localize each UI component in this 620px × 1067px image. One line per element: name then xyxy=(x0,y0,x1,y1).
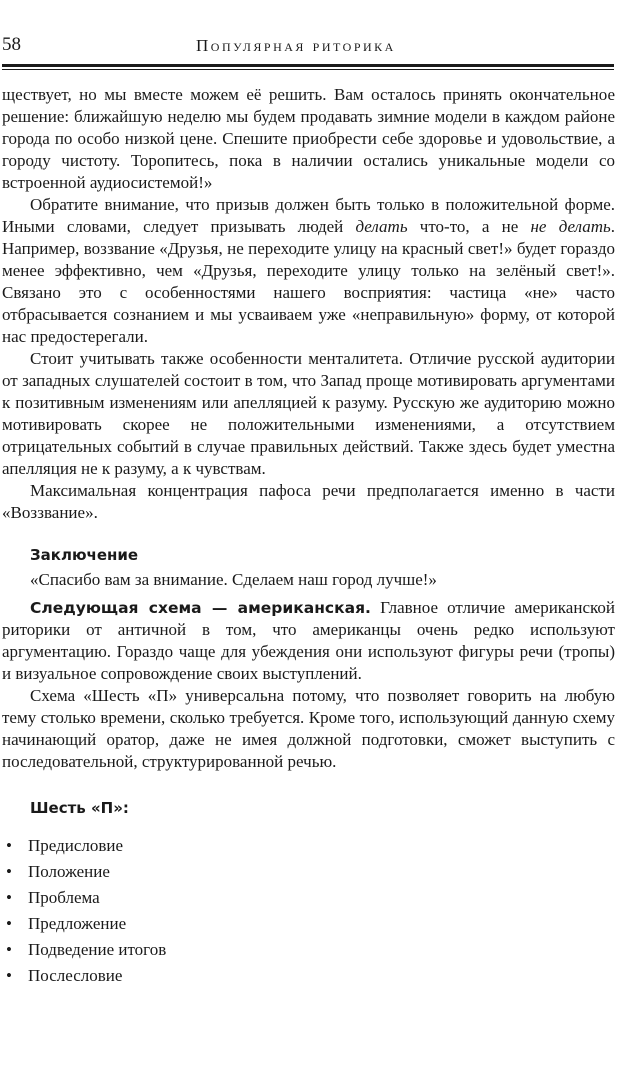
paragraph-six-p-scheme: Схема «Шесть «П» универсальна потому, что позволяет говорить на любую тему столько времени, сколько требуется. Кроме того, использующий данную схему начинающий оратор, даже не имея должной подготовки, сможет выступить с последовательной, структурированной речью. xyxy=(2,686,615,771)
list-item xyxy=(2,963,615,989)
bullet-icon: • xyxy=(6,914,12,933)
text-run: что-то, а не xyxy=(407,217,531,236)
page-number: 58 xyxy=(2,34,21,55)
page-header xyxy=(0,33,620,61)
list-item-label: Предисловие xyxy=(28,836,124,855)
emphasis-do: делать xyxy=(355,217,408,236)
list-item xyxy=(2,885,615,911)
paragraph-conclusion-quote: «Спасибо вам за внимание. Сделаем наш город лучше!» xyxy=(30,570,437,589)
list-item-label: Положение xyxy=(28,862,110,881)
text-run: Главное отличие американской риторики от античной в том, что американцы очень редко используют аргументацию. Гораздо чаще для убеждения они используют фигуры речи (тропы) и визуальное сопровождение своих выступлений. xyxy=(2,598,615,683)
paragraph-mentality: Стоит учитывать также особенности менталитета. Отличие русской аудитории от западных слушателей состоит в том, что Запад проще мотивировать аргументами к позитивным изменениям или апелляцией к разуму. Русскую же аудиторию можно мотивировать скорее не положительными изменениями, а отсутствием отрицательных событий в случае правильных действий. Также здесь будет уместна апелляция не к разуму, а к чувствам. xyxy=(2,349,615,478)
paragraph-pathos: Максимальная концентрация пафоса речи предполагается именно в части «Воззвание». xyxy=(2,481,615,522)
heading-six-p: Шесть «П»: xyxy=(30,799,129,817)
paragraph-american-scheme xyxy=(2,597,615,685)
list-item xyxy=(2,833,615,859)
six-p-list xyxy=(2,833,615,989)
bullet-icon: • xyxy=(6,888,12,907)
bullet-icon: • xyxy=(6,862,12,881)
list-item-label: Предложение xyxy=(28,914,127,933)
text-run: Обратите внимание, что призыв должен быть только в положительной форме. Иными словами, следует призывать людей xyxy=(2,195,615,236)
running-title: Популярная риторика xyxy=(196,36,396,55)
paragraph-positive-form xyxy=(2,194,615,348)
bullet-icon: • xyxy=(6,966,12,985)
list-item xyxy=(2,937,615,963)
header-rule-thin xyxy=(2,69,614,70)
list-item-label: Подведение итогов xyxy=(28,940,167,959)
heading-conclusion: Заключение xyxy=(30,546,139,564)
paragraph-continued: ществует, но мы вместе можем её решить. Вам осталось принять окончательное решение: ближайшую неделю мы будем продавать зимние модели в каждом районе города по особо низкой цене. Спешите приобрести себе здоровье и удовольствие, а городу чистоту. Торопитесь, пока в наличии остались уникальные модели со встроенной аудиосистемой!» xyxy=(2,85,615,192)
bullet-icon: • xyxy=(6,940,12,959)
list-item-label: Проблема xyxy=(28,888,100,907)
page-body xyxy=(2,84,615,989)
emphasis-not-do: не делать xyxy=(530,217,611,236)
american-scheme-lead: Следующая схема — американская. xyxy=(30,599,371,617)
list-item xyxy=(2,911,615,937)
list-item-label: Послесловие xyxy=(28,966,123,985)
bullet-icon: • xyxy=(6,836,12,855)
header-rule-thick xyxy=(2,64,614,67)
text-run: . Например, воззвание «Друзья, не переходите улицу на красный свет!» будет гораздо менее эффективно, чем «Друзья, переходите улицу только на зелёный свет!». Связано это с особенностями нашего восприятия: частица «не» часто отбрасывается сознанием и мы усваиваем уже «неправильную» форму, от которой нас предостерегали. xyxy=(2,217,616,346)
list-item xyxy=(2,859,615,885)
